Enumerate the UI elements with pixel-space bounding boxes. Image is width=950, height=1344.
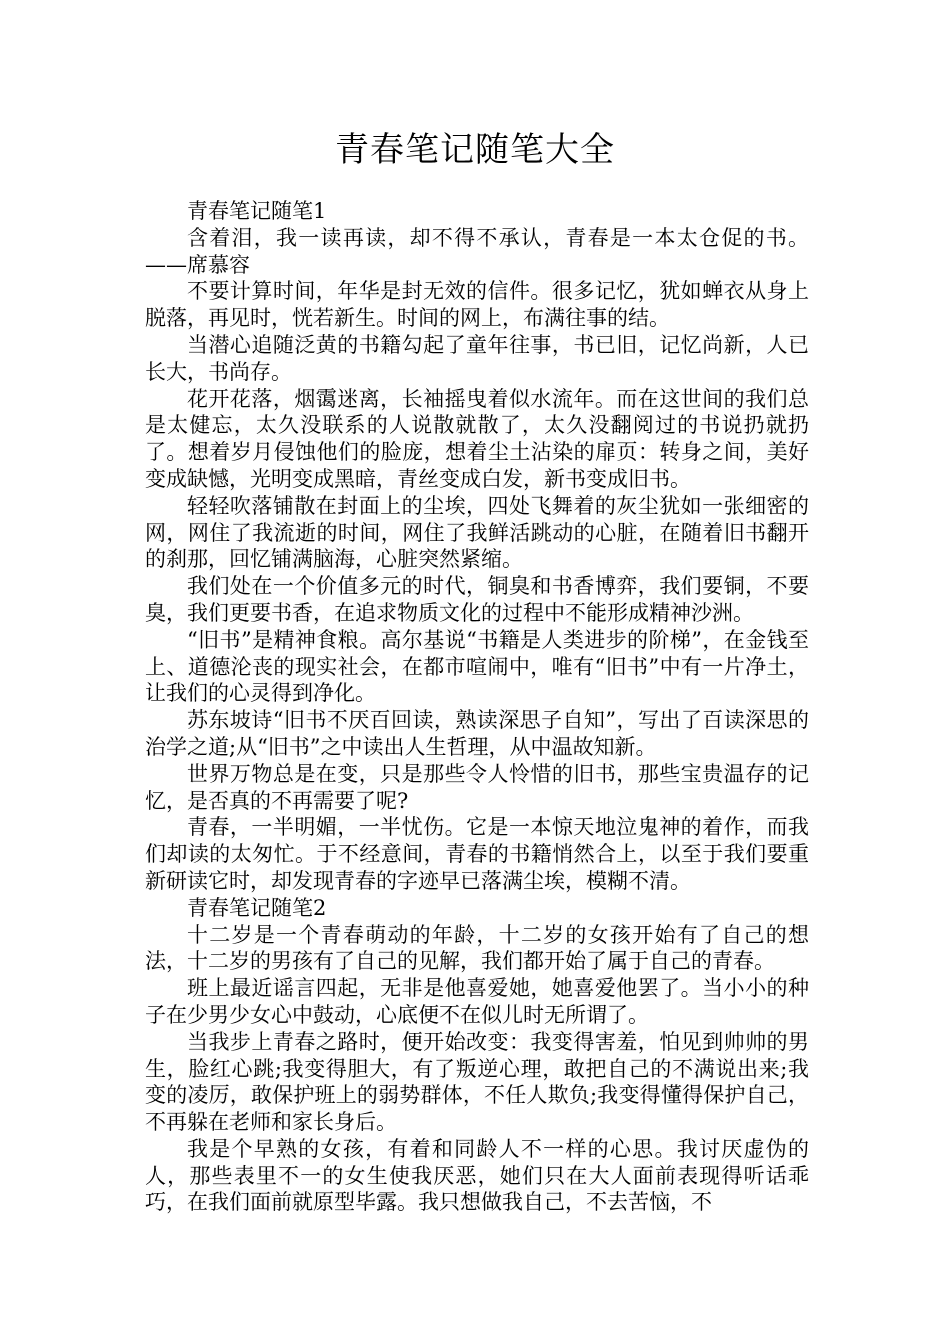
section-heading-2: 青春笔记随笔2 bbox=[187, 895, 327, 920]
document-body bbox=[145, 198, 809, 1216]
paragraph: 我们处在一个价值多元的时代，铜臭和书香博弈，我们要铜，不要臭，我们更要书香，在追求物质文化的过程中不能形成精神沙洲。 bbox=[145, 574, 809, 625]
paragraph: 轻轻吹落铺散在封面上的尘埃，四处飞舞着的灰尘犹如一张细密的网，网住了我流逝的时间，网住了我鲜活跳动的心脏，在随着旧书翻开的刹那，回忆铺满脑海，心脏突然紧缩。 bbox=[145, 493, 809, 572]
document-title: 青春笔记随笔大全 bbox=[335, 130, 615, 170]
paragraph: 班上最近谣言四起，无非是他喜爱她，她喜爱他罢了。当小小的种子在少男少女心中鼓动，心底便不在似儿时无所谓了。 bbox=[145, 976, 809, 1027]
paragraph: 当潜心追随泛黄的书籍勾起了童年往事，书已旧，记忆尚新，人已长大，书尚存。 bbox=[145, 332, 809, 384]
paragraph: 含着泪，我一读再读，却不得不承认，青春是一本太仓促的书。——席慕容 bbox=[145, 225, 809, 277]
section-heading-1: 青春笔记随笔1 bbox=[187, 199, 327, 223]
paragraph: “旧书”是精神食粮。高尔基说“书籍是人类进步的阶梯”，在金钱至上、道德沦丧的现实社会，在都市喧闹中，唯有“旧书”中有一片净土，让我们的心灵得到净化。 bbox=[145, 627, 809, 706]
paragraph: 不要计算时间，年华是封无效的信件。很多记忆，犹如蝉衣从身上脱落，再见时，恍若新生。时间的网上，布满往事的结。 bbox=[145, 279, 809, 331]
paragraph: 青春，一半明媚，一半忧伤。它是一本惊天地泣鬼神的着作，而我们却读的太匆忙。于不经意间，青春的书籍悄然合上，以至于我们要重新研读它时，却发现青春的字迹早已落满尘埃，模糊不清。 bbox=[145, 815, 809, 893]
paragraph: 世界万物总是在变，只是那些令人怜惜的旧书，那些宝贵温存的记忆，是否真的不再需要了呢? bbox=[145, 761, 809, 813]
paragraph: 苏东坡诗“旧书不厌百回读，熟读深思子自知”，写出了百读深思的治学之道;从“旧书”之中读出人生哲理，从中温故知新。 bbox=[145, 708, 809, 759]
paragraph: 花开花落，烟霭迷离，长袖摇曳着似水流年。而在这世间的我们总是太健忘，太久没联系的人说散就散了，太久没翻阅过的书说扔就扔了。想着岁月侵蚀他们的脸庞，想着尘土沾染的扉页：转身之间，美好变成缺憾，光明变成黑暗，青丝变成白发，新书变成旧书。 bbox=[145, 386, 809, 491]
paragraph: 我是个早熟的女孩，有着和同龄人不一样的心思。我讨厌虚伪的人，那些表里不一的女生使我厌恶，她们只在大人面前表现得听话乖巧，在我们面前就原型毕露。我只想做我自己，不去苦恼，不 bbox=[145, 1136, 809, 1215]
paragraph: 十二岁是一个青春萌动的年龄，十二岁的女孩开始有了自己的想法，十二岁的男孩有了自己的见解，我们都开始了属于自己的青春。 bbox=[145, 922, 809, 974]
paragraph: 当我步上青春之路时，便开始改变：我变得害羞，怕见到帅帅的男生，脸红心跳;我变得胆大，有了叛逆心理，敢把自己的不满说出来;我变的凌厉，敢保护班上的弱势群体，不任人欺负;我变得懂得保护自己，不再躲在老师和家长身后。 bbox=[145, 1029, 809, 1135]
